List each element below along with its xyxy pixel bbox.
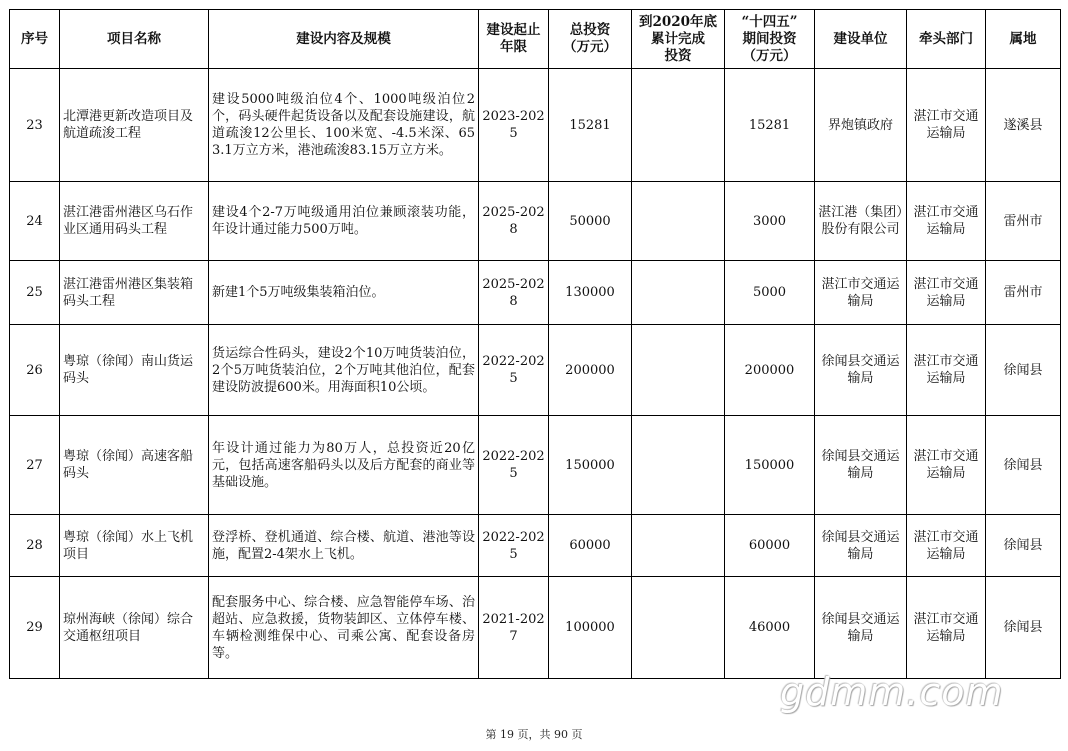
cell-region: 遂溪县 — [986, 69, 1061, 182]
cell-done-2020 — [632, 325, 725, 416]
header-done-2020: 到2020年底 累计完成 投资 — [632, 10, 725, 69]
cell-done-2020 — [632, 69, 725, 182]
cell-region: 徐闻县 — [986, 577, 1061, 679]
cell-dept: 湛江市交通运输局 — [907, 261, 986, 325]
cell-seq: 25 — [10, 261, 60, 325]
cell-period: 2023-2025 — [479, 69, 549, 182]
header-region: 属地 — [986, 10, 1061, 69]
table-row — [10, 577, 1061, 679]
cell-plan-145: 200000 — [725, 325, 815, 416]
header-dept: 牵头部门 — [907, 10, 986, 69]
cell-project-name: 湛江港雷州港区乌石作业区通用码头工程 — [60, 182, 209, 261]
header-period: 建设起止 年限 — [479, 10, 549, 69]
cell-seq: 28 — [10, 515, 60, 577]
cell-region: 雷州市 — [986, 261, 1061, 325]
project-table — [9, 9, 1061, 679]
cell-total-investment: 50000 — [549, 182, 632, 261]
cell-seq: 26 — [10, 325, 60, 416]
cell-region: 徐闻县 — [986, 416, 1061, 515]
cell-content: 配套服务中心、综合楼、应急智能停车场、治超站、应急救援，货物装卸区、立体停车楼、车辆检测维保中心、司乘公寓、配套设备房等。 — [209, 577, 479, 679]
cell-content: 登浮桥、登机通道、综合楼、航道、港池等设施，配置2-4架水上飞机。 — [209, 515, 479, 577]
cell-builder: 湛江港（集团）股份有限公司 — [815, 182, 907, 261]
table-row — [10, 325, 1061, 416]
cell-content: 货运综合性码头，建设2个10万吨货装泊位，2个5万吨货装泊位，2个万吨其他泊位，配套建设防波提600米。用海面积10公顷。 — [209, 325, 479, 416]
cell-plan-145: 150000 — [725, 416, 815, 515]
header-total-investment: 总投资 （万元） — [549, 10, 632, 69]
header-content: 建设内容及规模 — [209, 10, 479, 69]
cell-seq: 29 — [10, 577, 60, 679]
cell-done-2020 — [632, 182, 725, 261]
cell-project-name: 北潭港更新改造项目及航道疏浚工程 — [60, 69, 209, 182]
cell-period: 2025-2028 — [479, 261, 549, 325]
table-row — [10, 261, 1061, 325]
cell-builder: 徐闻县交通运输局 — [815, 515, 907, 577]
cell-content: 建设4个2-7万吨级通用泊位兼顾滚装功能，年设计通过能力500万吨。 — [209, 182, 479, 261]
page-number: 第 19 页，共 90 页 — [485, 728, 583, 741]
table-row — [10, 515, 1061, 577]
cell-plan-145: 3000 — [725, 182, 815, 261]
cell-done-2020 — [632, 577, 725, 679]
cell-builder: 徐闻县交通运输局 — [815, 325, 907, 416]
cell-dept: 湛江市交通运输局 — [907, 416, 986, 515]
cell-period: 2022-2025 — [479, 325, 549, 416]
cell-total-investment: 150000 — [549, 416, 632, 515]
cell-done-2020 — [632, 416, 725, 515]
cell-dept: 湛江市交通运输局 — [907, 325, 986, 416]
cell-builder: 湛江市交通运输局 — [815, 261, 907, 325]
cell-project-name: 粤琼（徐闻）水上飞机项目 — [60, 515, 209, 577]
cell-done-2020 — [632, 515, 725, 577]
cell-seq: 24 — [10, 182, 60, 261]
cell-total-investment: 60000 — [549, 515, 632, 577]
cell-period: 2025-2028 — [479, 182, 549, 261]
cell-period: 2021-2027 — [479, 577, 549, 679]
cell-content: 年设计通过能力为80万人，总投资近20亿元，包括高速客船码头以及后方配套的商业等基础设施。 — [209, 416, 479, 515]
cell-dept: 湛江市交通运输局 — [907, 515, 986, 577]
table-header — [10, 10, 1061, 69]
header-builder: 建设单位 — [815, 10, 907, 69]
cell-region: 徐闻县 — [986, 325, 1061, 416]
cell-period: 2022-2025 — [479, 416, 549, 515]
site-watermark: gdmm.com — [780, 670, 1004, 714]
header-seq: 序号 — [10, 10, 60, 69]
cell-project-name: 粤琼（徐闻）高速客船码头 — [60, 416, 209, 515]
cell-content: 建设5000吨级泊位4个、1000吨级泊位2个，码头硬件起货设备以及配套设施建设，航道疏浚12公里长、100米宽、-4.5米深、653.1万立方米，港池疏浚83.15万立方米。 — [209, 69, 479, 182]
cell-plan-145: 5000 — [725, 261, 815, 325]
cell-project-name: 琼州海峡（徐闻）综合交通枢纽项目 — [60, 577, 209, 679]
cell-plan-145: 46000 — [725, 577, 815, 679]
table-row — [10, 69, 1061, 182]
cell-total-investment: 200000 — [549, 325, 632, 416]
cell-total-investment: 130000 — [549, 261, 632, 325]
cell-dept: 湛江市交通运输局 — [907, 182, 986, 261]
header-plan-145: “十四五” 期间投资 （万元） — [725, 10, 815, 69]
cell-plan-145: 15281 — [725, 69, 815, 182]
table-row — [10, 182, 1061, 261]
cell-seq: 23 — [10, 69, 60, 182]
cell-content: 新建1个5万吨级集装箱泊位。 — [209, 261, 479, 325]
cell-project-name: 粤琼（徐闻）南山货运码头 — [60, 325, 209, 416]
cell-builder: 界炮镇政府 — [815, 69, 907, 182]
cell-dept: 湛江市交通运输局 — [907, 577, 986, 679]
cell-done-2020 — [632, 261, 725, 325]
cell-total-investment: 15281 — [549, 69, 632, 182]
table-row — [10, 416, 1061, 515]
cell-project-name: 湛江港雷州港区集装箱码头工程 — [60, 261, 209, 325]
cell-total-investment: 100000 — [549, 577, 632, 679]
cell-plan-145: 60000 — [725, 515, 815, 577]
cell-region: 徐闻县 — [986, 515, 1061, 577]
cell-dept: 湛江市交通运输局 — [907, 69, 986, 182]
cell-seq: 27 — [10, 416, 60, 515]
cell-period: 2022-2025 — [479, 515, 549, 577]
cell-region: 雷州市 — [986, 182, 1061, 261]
cell-builder: 徐闻县交通运输局 — [815, 416, 907, 515]
cell-builder: 徐闻县交通运输局 — [815, 577, 907, 679]
header-project-name: 项目名称 — [60, 10, 209, 69]
